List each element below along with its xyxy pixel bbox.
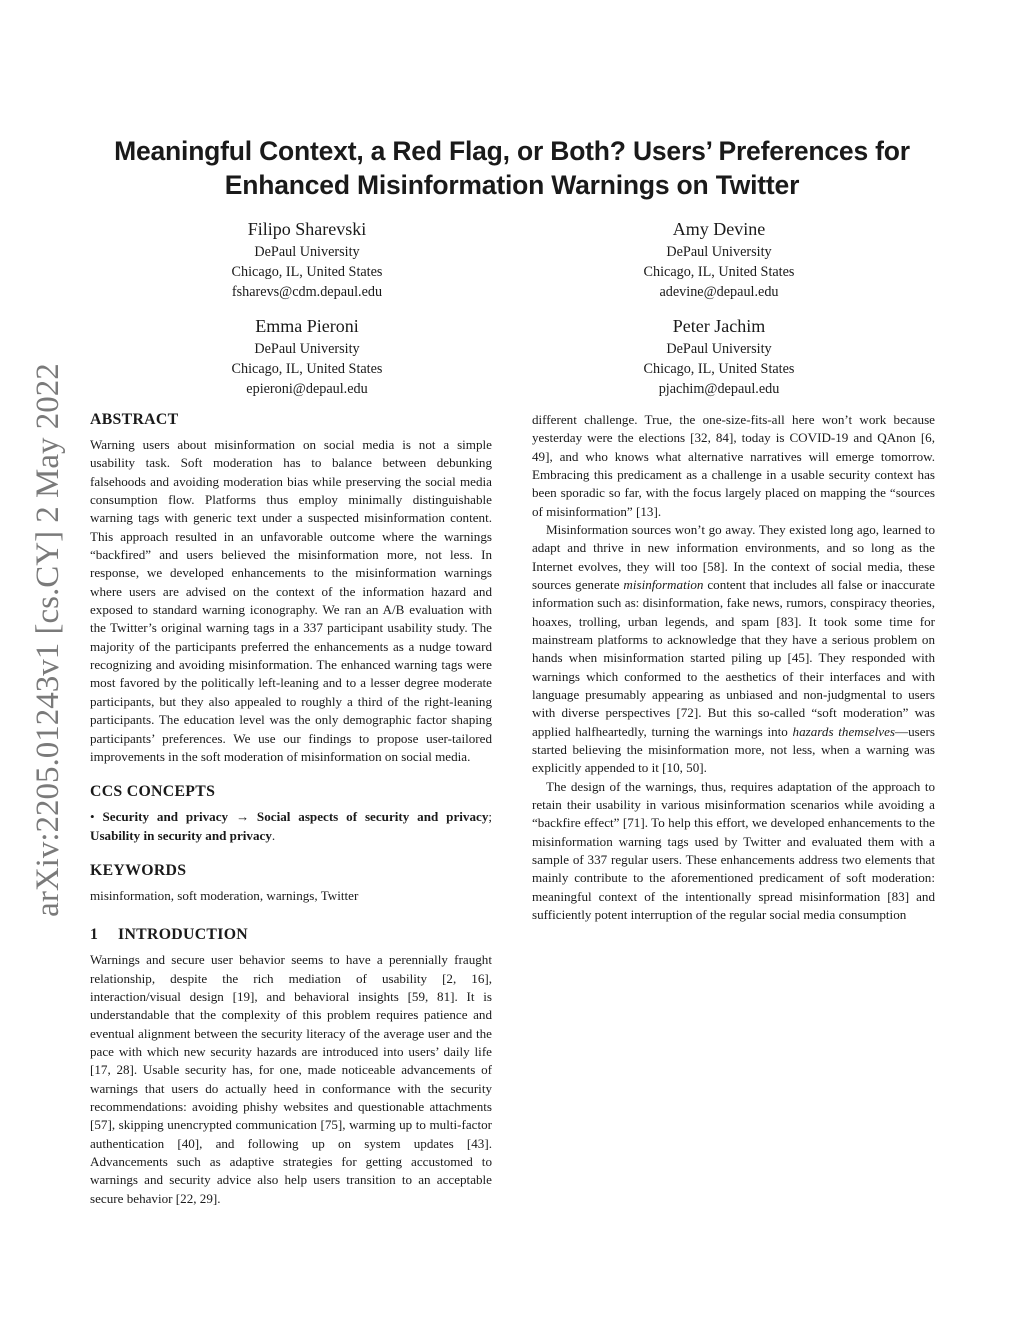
intro-paragraph: different challenge. True, the one-size-fits-all here won’t work because yesterday were the elections [32, 84], today is COVID-19 and QAnon [6, 49], and who knows what alternative narratives will emerge tomorrow. Embracing this predicament as a challenge in a usable security context has been sporadic so far, with the focus largely placed on mapping the “sources of misinformation” [13]. (532, 411, 935, 519)
intro-paragraph: The design of the warnings, thus, requires adaptation of the approach to retain their usability in various misinformation scenarios while avoiding a “backfire effect” [71]. To help this effort, we developed enhancements to the misinformation warning tags used by Twitter and evaluated them with a sample of 337 regular users. These enhancements address two elements that mainly contribute to the aforementioned predicament of soft moderation: meaningful context of the intentionally spread misinformation [83] and sufficiently potent interruption of the regular social media consumption (532, 778, 935, 923)
right-column (532, 411, 935, 1185)
author-name: Amy Devine (672, 219, 766, 239)
author-affiliation: DePaul University (254, 244, 360, 260)
author-affiliation: DePaul University (254, 341, 360, 357)
intro-paragraph: Warnings and secure user behavior seems to have a perennially fraught relationship, despite the rich mediation of usability [2, 16], interaction/visual design [19], and behavioral insights [59, 81]. It is understandable that the complexity of this problem requires patience and eventual alignment between the security literacy of the average user and the pace with which new security hazards are introduced into users’ daily life [17, 28]. Usable security has, for one, made noticeable advancements of warnings that users do actually heed in conformance with the security recommendations: avoiding phishy websites and questionable attachments [57], skipping unencrypted communication [75], warming up to multi-factor authentication [40], and following up on system updates [43]. Advancements such as adaptive strategies for getting accustomed to warnings and security advice also help users transition to an acceptable secure behavior [22, 29]. (90, 952, 492, 1206)
keywords-text: misinformation, soft moderation, warnings, Twitter (90, 887, 359, 903)
author-email: adevine@depaul.edu (659, 284, 779, 300)
abstract-text: Warning users about misinformation on social media is not a simple usability task. Soft moderation has to balance between debunking falsehoods and avoiding moderation bias while preserving the social media consumption flow. Platforms thus employ minimally distinguishable warning tags with generic text under a suspected misinformation content. This approach resulted in an unfavorable outcome where the warnings “backfired” and users believed the misinformation more, not less. In response, we developed enhancements to the misinformation warnings where users are advised on the context of the information hazard and exposed to standard warning iconography. We ran an A/B evaluation with the Twitter’s original warning tags in a 337 participant usability study. The majority of the participants preferred the enhancements as a nudge toward recognizing and avoiding misinformation. The enhanced warning tags were most favored by the politically left-leaning and to a lesser degree moderate participants, but they also appealed to roughly a third of the right-leaning participants. The education level was the only demographic factor shaping participants’ preferences. We use our findings to propose user-tailored improvements in the soft moderation of misinformation on social media. (90, 437, 492, 764)
paper-title: Meaningful Context, a Red Flag, or Both? Users’ Preferences for Enhanced Misinformation Warnings on Twitter (114, 136, 910, 200)
author-email: epieroni@depaul.edu (246, 381, 368, 397)
author-affiliation: DePaul University (666, 244, 772, 260)
ccs-concepts: • Security and privacy → Social aspects of security and privacy; Usability in security and privacy. (90, 809, 493, 843)
author-name: Filipo Sharevski (247, 219, 367, 239)
author-name: Emma Pieroni (255, 316, 359, 336)
author-name: Peter Jachim (672, 316, 766, 336)
author-block (157, 315, 457, 399)
author-location: Chicago, IL, United States (643, 361, 795, 377)
author-location: Chicago, IL, United States (643, 264, 795, 280)
ccs-heading: CCS CONCEPTS (90, 783, 216, 801)
intro-paragraph: Misinformation sources won’t go away. They existed long ago, learned to adapt and thrive in new information environments, and so long as the Internet evolves, they will too [58]. In the context of social media, these sources generate misinformation content that includes all false or inaccurate information such as: disinformation, fake news, rumors, conspiracy theories, hoaxes, trolling, urban legends, and spam [83]. It took some time for mainstream platforms to acknowledge that they have a serious problem on hands when misinformation started piling up [45]. They responded with warnings which conformed to the aesthetics of their interfaces and with language presumably appearing as unbiased and non-judgmental to users with diverse perspectives [72]. But this so-called “soft moderation” was applied halfheartedly, turning the warnings into hazards themselves—users started believing the misinformation more, not less, when a warning was explicitly appended to it [10, 50]. (532, 521, 935, 776)
author-email: fsharevs@cdm.depaul.edu (231, 284, 383, 300)
ccs-concept-secondary: Usability in security and privacy (90, 827, 272, 843)
author-block (569, 315, 869, 399)
ccs-concept-primary: Security and privacy → Social aspects of security and privacy (102, 809, 489, 825)
author-affiliation: DePaul University (666, 341, 772, 357)
author-location: Chicago, IL, United States (231, 361, 383, 377)
keywords-heading: KEYWORDS (90, 861, 187, 879)
left-column (90, 410, 492, 1319)
author-block (569, 218, 869, 302)
author-location: Chicago, IL, United States (231, 264, 383, 280)
arxiv-identifier: arXiv:2205.01243v1 [cs.CY] 2 May 2022 (30, 363, 66, 917)
abstract-heading: ABSTRACT (90, 411, 179, 428)
introduction-heading: 1 INTRODUCTION (90, 926, 248, 944)
author-email: pjachim@depaul.edu (658, 381, 780, 397)
intro-column-left (90, 951, 492, 1319)
author-block (157, 218, 457, 302)
